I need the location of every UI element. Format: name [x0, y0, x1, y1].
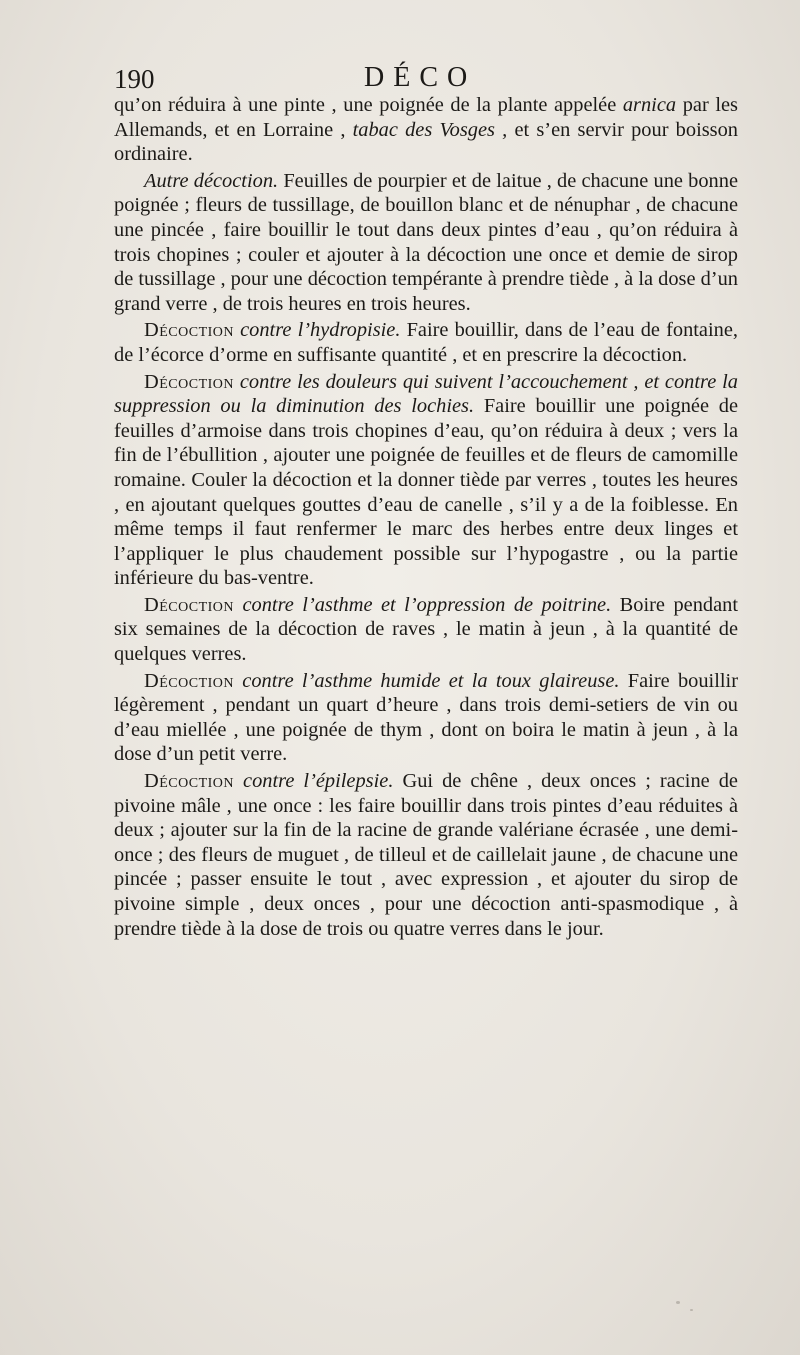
paragraph: [114, 769, 738, 941]
italic-text: contre l’asthme et l’oppression de poitrine.: [234, 593, 612, 616]
paragraph-text: qu’on réduira à une pinte , une poignée de la plante appelée: [114, 94, 623, 116]
paragraph-text: Boire pendant six semaines de la décoction de raves , le matin à jeun , à la quantité de quelques verres.: [114, 593, 738, 666]
paragraph: [114, 370, 738, 591]
entry-heading: Décoction: [144, 370, 234, 393]
italic-text: arnica: [622, 94, 677, 116]
paragraph: [114, 93, 738, 167]
paper-speck: [690, 1309, 693, 1311]
page-number: 190: [114, 64, 155, 94]
entry-heading: Décoction: [144, 770, 234, 793]
body-text: [114, 93, 738, 943]
paragraph: [114, 593, 738, 667]
paragraph-text: par les Allemands, et en Lorraine ,: [114, 94, 738, 141]
paragraph: [114, 669, 738, 767]
paragraph-text: Faire bouillir, dans de l’eau de fontaine, de l’écorce d’orme en suffisante quantité , et en prescrire la décoction.: [114, 319, 738, 366]
paragraph-text: Faire bouillir une poignée de feuilles d’armoise dans trois chopines d’eau, qu’on réduira à deux ; vers la fin de l’ébullition , ajouter une poignée de feuilles et de fleurs de camomille romaine. Couler la décoction et la donner tiède par verres , toutes les heures , en ajoutant quelques gouttes d’eau de canelle , s’il y a de la foiblesse. En même temps il faut renfermer le marc des herbes entre deux linges et l’appliquer le plus chaudement possible sur l’hypogastre , ou la partie inférieure du bas-ventre.: [114, 395, 738, 590]
italic-text: contre l’asthme humide et la toux glaireuse.: [234, 669, 620, 692]
paragraph-text: et s’en servir pour boisson ordinaire.: [114, 118, 738, 166]
italic-text: contre les douleurs qui suivent l’accouchement , et contre la suppression ou la diminution des lochies.: [114, 370, 738, 418]
italic-text: contre l’épilepsie.: [234, 770, 394, 793]
paragraph-text: Gui de chêne , deux onces ; racine de pivoine mâle , une once : les faire bouillir dans trois pintes d’eau réduites à deux ; ajouter sur la fin de la racine de grande valériane écrasée , une demi-once ; des fleurs de muguet , de tilleul et de caillelait jaune , de chacune une pincée ; passer ensuite le tout , avec expression , et ajouter du sirop de pivoine simple , deux onces , pour une décoction anti-spasmodique , à prendre tiède à la dose de trois ou quatre verres dans le jour.: [114, 770, 738, 940]
entry-heading: Décoction: [144, 669, 234, 692]
italic-text: Autre décoction.: [144, 169, 279, 192]
paragraph-text: Feuilles de pourpier et de laitue , de chacune une bonne poignée ; fleurs de tussillage, de bouillon blanc et de nénuphar , de chacune une pincée , faire bouillir le tout dans deux pintes d’eau , qu’on réduira à trois chopines ; couler et ajouter à la décoction une once et demie de sirop de tussillage , pour une décoction tempérante à prendre tiède , à la dose d’un grand verre , de trois heures en trois heures.: [114, 169, 738, 315]
italic-text: tabac des Vosges ,: [352, 118, 508, 141]
paragraph-text: Faire bouillir légèrement , pendant un quart d’heure , dans trois demi-setiers de vin ou d’eau miellée , une poignée de thym , dont on boira le matin à jeun , à la dose d’un petit verre.: [114, 669, 738, 766]
paragraph: [114, 318, 738, 367]
entry-heading: Décoction: [144, 593, 234, 616]
paper-speck: [676, 1301, 680, 1304]
italic-text: contre l’hydropisie.: [234, 319, 401, 342]
entry-heading: Décoction: [144, 319, 234, 342]
paragraph: [114, 169, 738, 317]
running-head: DÉCO: [364, 62, 477, 93]
